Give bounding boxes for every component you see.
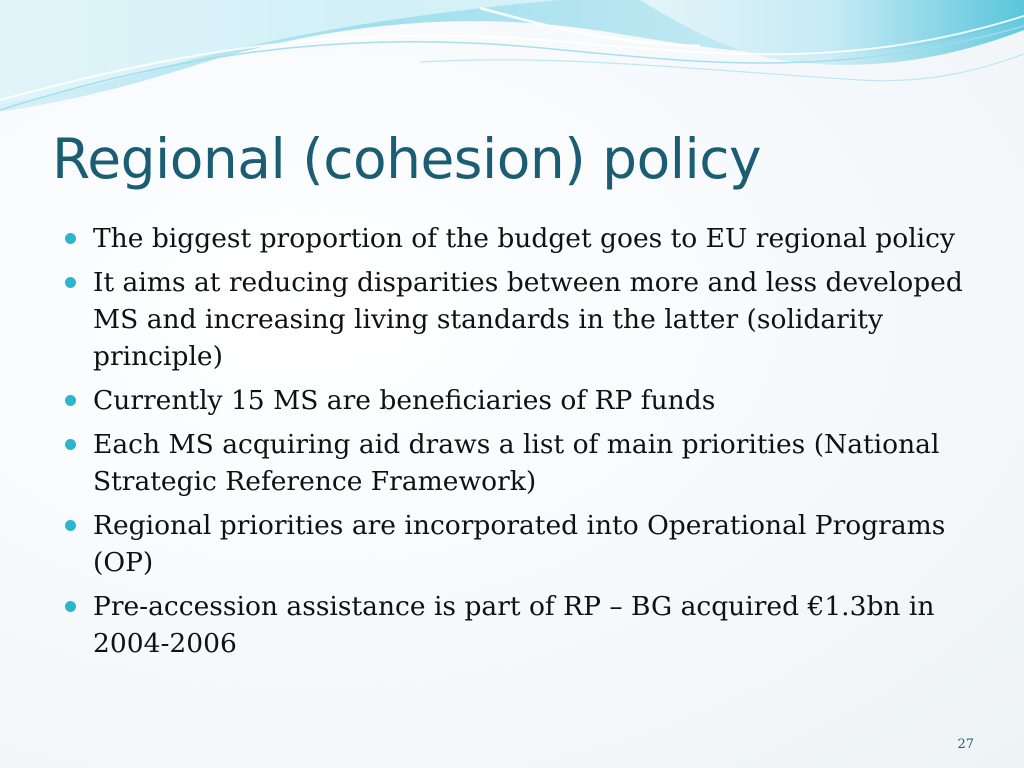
bullet-text: Currently 15 MS are beneficiaries of RP funds — [93, 385, 716, 416]
list-item — [64, 264, 964, 375]
bullet-text: Each MS acquiring aid draws a list of main priorities (National Strategic Reference Framework) — [93, 429, 940, 497]
bullet-dot-icon — [65, 233, 76, 244]
wave-header-decoration — [0, 0, 1024, 130]
list-item — [64, 220, 964, 257]
bullet-list — [64, 220, 964, 669]
list-item — [64, 588, 964, 662]
bullet-dot-icon — [65, 277, 76, 288]
page-number: 27 — [957, 737, 974, 752]
list-item — [64, 382, 964, 419]
bullet-text: Pre-accession assistance is part of RP – BG acquired €1.3bn in 2004-2006 — [93, 591, 935, 659]
bullet-dot-icon — [65, 520, 76, 531]
bullet-dot-icon — [65, 439, 76, 450]
bullet-text: The biggest proportion of the budget goes to EU regional policy — [93, 223, 955, 254]
slide-title: Regional (cohesion) policy — [52, 127, 762, 191]
bullet-dot-icon — [65, 601, 76, 612]
bullet-text: Regional priorities are incorporated into Operational Programs (OP) — [93, 510, 946, 578]
bullet-text: It aims at reducing disparities between more and less developed MS and increasing living standards in the latter (solidarity principle) — [93, 267, 963, 372]
bullet-dot-icon — [65, 395, 76, 406]
list-item — [64, 426, 964, 500]
list-item — [64, 507, 964, 581]
